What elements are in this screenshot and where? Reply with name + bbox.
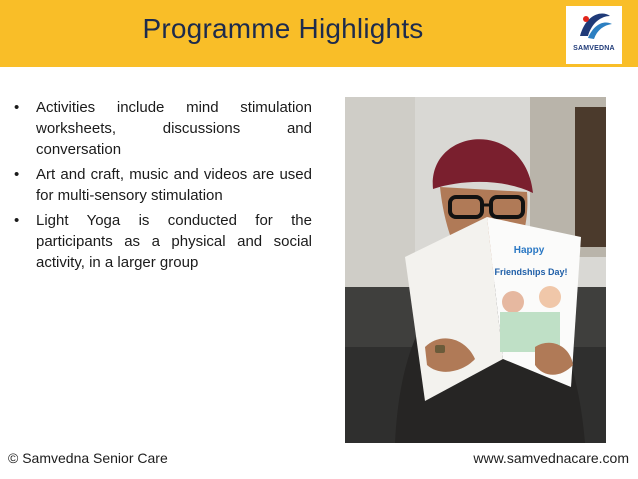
bullet-item: • Light Yoga is conducted for the participants as a physical and social activity, in a larger group xyxy=(12,210,312,273)
logo-name: SAMVEDNA xyxy=(573,45,615,52)
samvedna-logo xyxy=(566,6,622,64)
card-text-friendships: Friendships Day! xyxy=(494,267,568,277)
card-text-happy: Happy xyxy=(513,245,545,256)
logo-swoosh-icon xyxy=(566,6,622,46)
bullet-item: • Art and craft, music and videos are used for multi-sensory stimulation xyxy=(12,164,312,206)
participant-photo xyxy=(345,97,606,443)
footer-copyright: © Samvedna Senior Care xyxy=(8,450,168,466)
bullet-item: • Activities include mind stimulation worksheets, discussions and conversation xyxy=(12,97,312,160)
page-title: Programme Highlights xyxy=(142,13,424,44)
title-bar xyxy=(0,0,638,67)
highlights-list xyxy=(12,97,312,277)
footer-website: www.samvednacare.com xyxy=(473,450,629,466)
